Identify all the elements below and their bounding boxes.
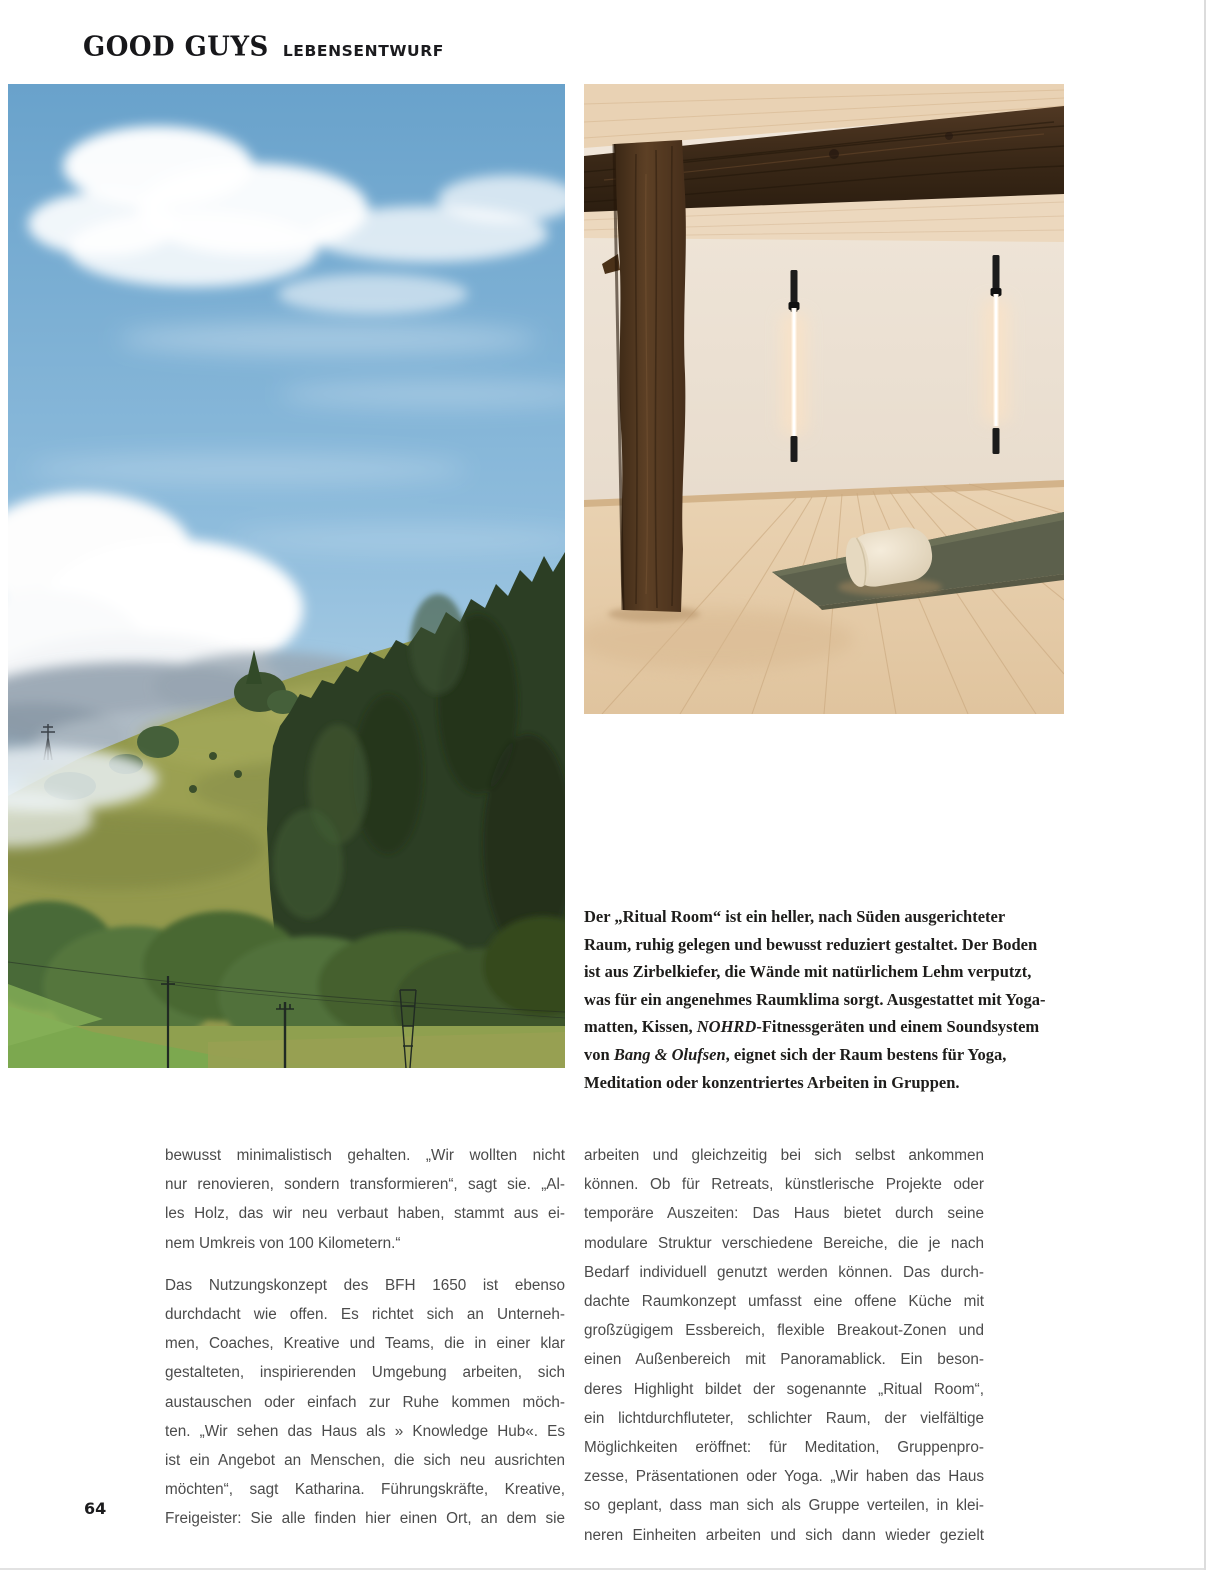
paragraph: arbeiten und gleichzeitig bei sich selbst ankommen können. Ob für Retreats, künstlerische Projekte oder temporäre Auszeiten: Das Haus bietet durch seine modulare Struktur verschiedene Bereiche, die je nach Bedarf individuell genutzt werden können. Das durch- dachte Raumkonzept umfasst eine offene Küche mit großzügigem Essbereich, flexible Breakout-Zonen und einen Außenbereich mit Panoramablick. Ein beson- deres Highlight bildet der sogenannte „Ritual Room“, ein lichtdurchfluteter, schlichter Raum, der vielfältige Möglichkeiten eröffnet: für Meditation, Gruppenpro- zesse, Präsentationen oder Yoga. „Wir haben das Haus so geplant, dass man sich als Gruppe verteilen, in klei- neren Einheiten arbeiten und sich dann wieder gezielt bbox=[584, 1147, 984, 1544]
photo-caption: Der „Ritual Room“ ist ein heller, nach Süden ausgerichteter Raum, ruhig gelegen und bewusst reduziert gestaltet. Der Boden ist aus Zirbelkiefer, die Wände mit natürlichem Lehm verputzt, was für ein angenehmes Raumklima sorgt. Ausgestattet mit Yoga- matten, Kissen, NOHRD-Fitnessgeräten und einem Soundsystem von Bang & Olufsen, eignet sich der Raum bestens für Yoga, Meditation oder konzentriertes Arbeiten in Gruppen. bbox=[584, 907, 1046, 1092]
interior-photo bbox=[584, 84, 1064, 714]
landscape-photo bbox=[8, 84, 565, 1068]
masthead-section: LEBENSENTWURF bbox=[282, 42, 444, 60]
masthead bbox=[83, 33, 444, 63]
page-number: 64 bbox=[84, 1499, 107, 1518]
article-column-right bbox=[584, 1141, 984, 1550]
paragraph: Das Nutzungskonzept des BFH 1650 ist ebenso durchdacht wie offen. Es richtet sich an Unterneh- men, Coaches, Kreative und Teams, die in einer klar gestalteten, inspirierenden Umgebung arbeiten, sich austauschen oder einfach zur Ruhe kommen möch- ten. „Wir sehen das Haus als » Knowledge Hub«. Es ist ein Angebot an Menschen, die sich neu ausrichten möchten“, sagt Katharina. Führungskräfte, Kreative, Freigeister: Sie alle finden hier einen Ort, an dem sie bbox=[165, 1276, 565, 1528]
paragraph: bewusst minimalistisch gehalten. „Wir wollten nicht nur renovieren, sondern transformieren“, sagt sie. „Al- les Holz, das wir neu verbaut haben, stammt aus ei- nem Umkreis von 100 Kilometern.“ bbox=[165, 1147, 565, 1252]
masthead-brand: GOOD GUYS bbox=[83, 31, 269, 63]
article-column-left bbox=[165, 1141, 565, 1534]
